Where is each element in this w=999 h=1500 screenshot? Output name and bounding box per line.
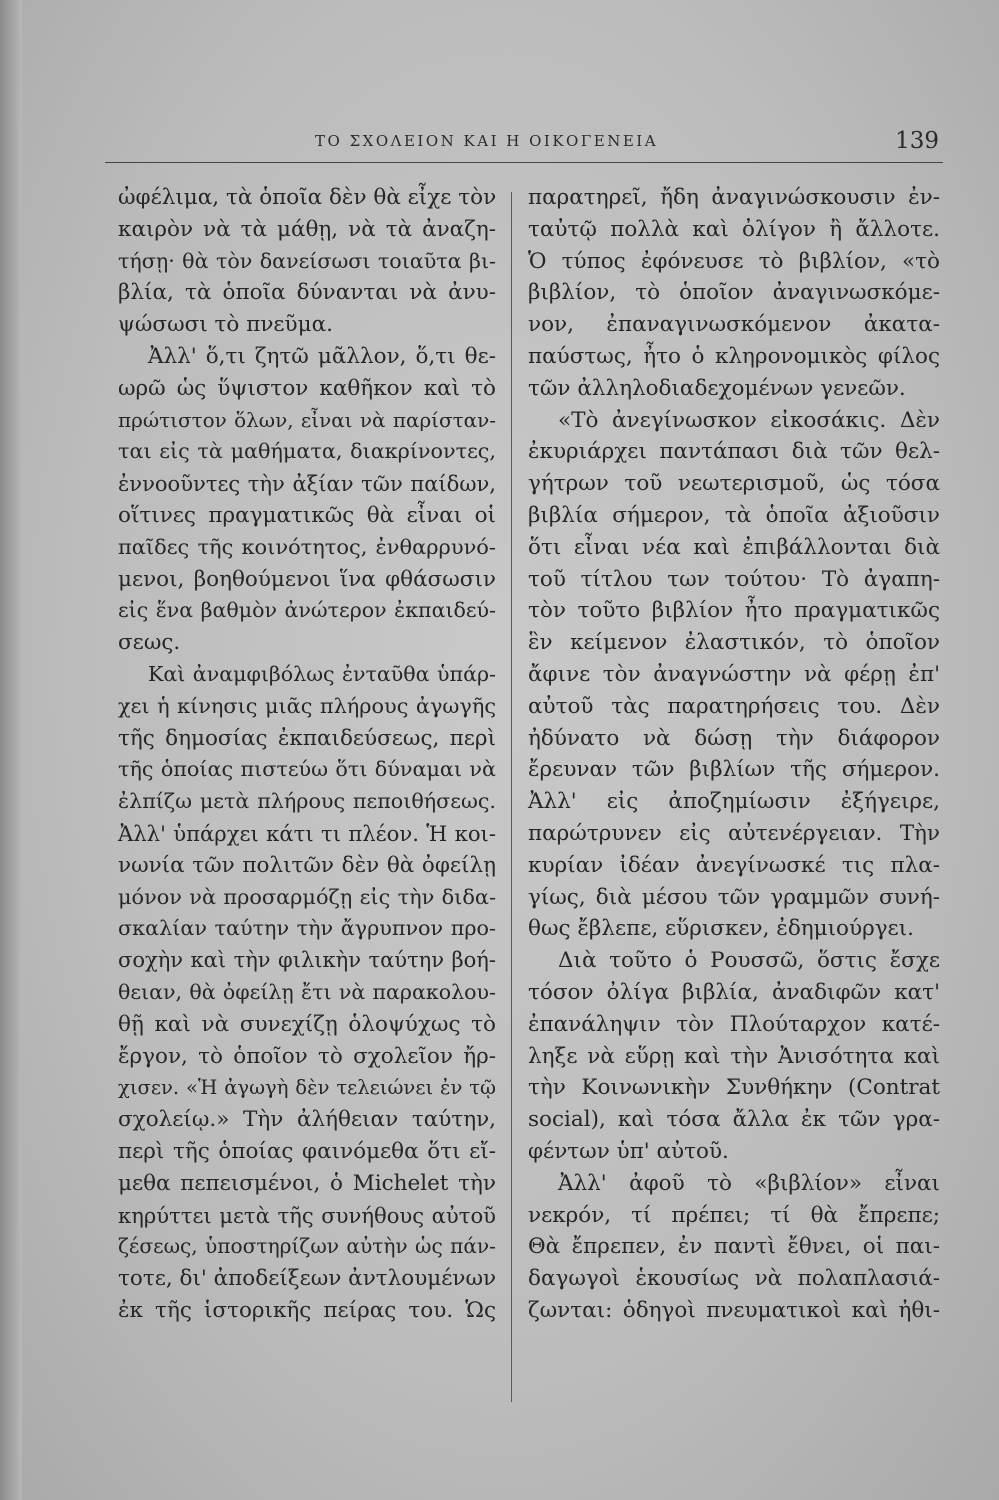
text-line: Ὁ τύπος ἐφόνευσε τὸ βιβλίον, «τὸ	[528, 248, 940, 274]
text-line: σχολείῳ.» Τὴν ἀλήθειαν ταύτην,	[118, 1107, 496, 1133]
text-line: ἠδύνατο νὰ δώσῃ τὴν διάφορον	[528, 725, 940, 751]
text-line: βιβλία σήμερον, τὰ ὁποῖα ἀξιοῦσιν	[528, 502, 940, 528]
text-line: γήτρων τοῦ νεωτερισμοῦ, ὡς τόσα	[528, 471, 940, 497]
text-line: ἐλπίζω μετὰ πλήρους πεποιθήσεως.	[118, 789, 496, 814]
text-line: Ἀλλ' ὅ,τι ζητῶ μᾶλλον, ὅ,τι θε-	[148, 343, 496, 369]
text-line: κυρίαν ἰδέαν ἀνεγίνωσκέ τις πλα-	[528, 852, 940, 878]
text-line: περὶ τῆς ὁποίας φαινόμεθα ὅτι εἴ-	[118, 1138, 496, 1164]
text-line: σεως.	[118, 630, 181, 656]
text-line: ωρῶ ὡς ὕψιστον καθῆκον καὶ τὸ	[118, 375, 496, 401]
text-line: οἵτινες πραγματικῶς θὰ εἶναι οἱ	[118, 502, 496, 528]
text-line: καιρὸν νὰ τὰ μάθῃ, νὰ τὰ ἀναζη-	[118, 216, 496, 242]
right-column	[528, 182, 940, 1327]
text-line: τὴν Κοινωνικὴν Συνθήκην (Contrat	[528, 1075, 940, 1101]
text-line: τῆς δημοσίας ἐκπαιδεύσεως, περὶ	[118, 725, 496, 751]
text-line: τοτε, δι' ἀποδείξεων ἀντλουμένων	[118, 1266, 497, 1292]
text-line: ἔρευναν τῶν βιβλίων τῆς σήμερον.	[528, 757, 940, 783]
left-column	[118, 182, 496, 1327]
text-line: ἔργον, τὸ ὁποῖον τὸ σχολεῖον ἤρ-	[118, 1043, 496, 1069]
text-line: παρατηρεῖ, ἤδη ἀναγινώσκουσιν ἐν-	[528, 185, 940, 210]
text-line: νον, ἐπαναγινωσκόμενον ἀκατα-	[528, 312, 940, 338]
text-line: βιβλίον, τὸ ὁποῖον ἀναγινωσκόμε-	[528, 280, 940, 306]
text-line: αὐτοῦ τὰς παρατηρήσεις του. Δὲν	[528, 693, 940, 719]
column-divider	[511, 192, 512, 1402]
text-line: μεθα πεπεισμένοι, ὁ Michelet τὴν	[118, 1170, 496, 1196]
text-line: ἐννοοῦντες τὴν ἀξίαν τῶν παίδων,	[118, 471, 496, 497]
text-line: social), καὶ τόσα ἄλλα ἐκ τῶν γρα-	[528, 1107, 940, 1133]
text-line: χισεν. «Ἡ ἀγωγὴ δὲν τελειώνει ἐν τῷ	[118, 1076, 496, 1100]
text-line: βλία, τὰ ὁποῖα δύνανται νὰ ἀνυ-	[118, 280, 496, 306]
text-line: ἐπανάληψιν τὸν Πλούταρχον κατέ-	[528, 1011, 940, 1037]
text-line: ἄφινε τὸν ἀναγνώστην νὰ φέρῃ ἐπ'	[528, 661, 940, 687]
text-line: γίως, διὰ μέσου τῶν γραμμῶν συνή-	[528, 884, 940, 910]
text-line: χει ἡ κίνησις μιᾶς πλήρους ἀγωγῆς	[118, 693, 496, 718]
text-line: ἐκυριάρχει παντάπασι διὰ τῶν θελ-	[528, 439, 940, 465]
text-line: ἓν κείμενον ἐλαστικόν, τὸ ὁποῖον	[528, 630, 940, 656]
text-line: ὅτι εἶναι νέα καὶ ἐπιβάλλονται διὰ	[528, 534, 940, 560]
header-rule	[105, 162, 943, 163]
text-line: Θὰ ἔπρεπεν, ἐν παντὶ ἔθνει, οἱ παι-	[528, 1234, 940, 1260]
text-line: τήσῃ· θὰ τὸν δανείσωσι τοιαῦτα βι-	[118, 248, 496, 273]
text-line: σκαλίαν ταύτην τὴν ἄγρυπνον προ-	[118, 916, 496, 941]
text-line: ζωνται: ὁδηγοὶ πνευματικοὶ καὶ ἠθι-	[528, 1297, 940, 1323]
text-line: παύστως, ἦτο ὁ κληρονομικὸς φίλος	[528, 343, 940, 369]
text-line: Ἀλλ' εἰς ἀποζημίωσιν ἐξήγειρε,	[528, 789, 940, 815]
text-line: ταὐτῷ πολλὰ καὶ ὀλίγον ἢ ἄλλοτε.	[528, 216, 940, 242]
text-line: θως ἔβλεπε, εὕρισκεν, ἐδημιούργει.	[528, 916, 914, 942]
text-line: θειαν, θὰ ὀφείλῃ ἔτι νὰ παρακολου-	[118, 979, 496, 1004]
text-line: Διὰ τοῦτο ὁ Ρουσσῶ, ὅστις ἔσχε	[558, 948, 940, 974]
text-line: ληξε νὰ εὕρῃ καὶ τὴν Ἀνισότητα καὶ	[528, 1043, 940, 1069]
text-line: ται εἰς τὰ μαθήματα, διακρίνοντες,	[118, 439, 496, 464]
page-edge-shadow	[0, 0, 22, 1500]
text-line: νεκρόν, τί πρέπει; τί θὰ ἔπρεπε;	[528, 1202, 940, 1228]
text-line: παῖδες τῆς κοινότητος, ἐνθαρρυνό-	[118, 534, 496, 559]
text-line: ὠφέλιμα, τὰ ὁποῖα δὲν θὰ εἶχε τὸν	[118, 185, 497, 210]
text-line: δαγωγοὶ ἑκουσίως νὰ πολαπλασιά-	[528, 1266, 940, 1292]
text-line: πρώτιστον ὅλων, εἶναι νὰ παρίσταν-	[118, 407, 496, 432]
text-line: θῇ καὶ νὰ συνεχίζῃ ὁλοψύχως τὸ	[118, 1011, 496, 1037]
text-line: Ἀλλ' ἀφοῦ τὸ «βιβλίον» εἶναι	[558, 1170, 940, 1196]
text-line: Ἀλλ' ὑπάρχει κάτι τι πλέον. Ἡ κοι-	[118, 820, 496, 846]
running-title: ΤΟ ΣΧΟΛΕΙΟΝ ΚΑΙ Η ΟΙΚΟΓΕΝΕΙΑ	[315, 132, 659, 150]
text-line: τοῦ τίτλου των τούτου· Τὸ ἀγαπη-	[528, 566, 940, 592]
text-line: νωνία τῶν πολιτῶν δὲν θὰ ὀφείλῃ	[118, 852, 496, 878]
text-line: παρώτρυνεν εἰς αὐτενέργειαν. Τὴν	[528, 820, 940, 846]
text-line: τῶν ἀλληλοδιαδεχομένων γενεῶν.	[528, 375, 906, 401]
running-header	[105, 128, 943, 162]
text-line: τὸν τοῦτο βιβλίον ἦτο πραγματικῶς	[528, 598, 940, 624]
text-line: ψώσωσι τὸ πνεῦμα.	[118, 312, 333, 338]
text-line: φέντων ὑπ' αὐτοῦ.	[528, 1138, 729, 1164]
text-line: τῆς ὁποίας πιστεύω ὅτι δύναμαι νὰ	[118, 757, 496, 782]
text-line: μόνον νὰ προσαρμόζῃ εἰς τὴν διδα-	[118, 884, 496, 909]
text-line: ἐκ τῆς ἱστορικῆς πείρας του. Ὡς	[118, 1297, 496, 1323]
text-line: σοχὴν καὶ τὴν φιλικὴν ταύτην βοή-	[118, 948, 496, 973]
text-line: εἰς ἕνα βαθμὸν ἀνώτερον ἐκπαιδεύ-	[118, 598, 496, 623]
text-line: κηρύττει μετὰ τῆς συνήθους αὐτοῦ	[118, 1202, 496, 1228]
text-line: «Τὸ ἀνεγίνωσκον εἰκοσάκις. Δὲν	[558, 407, 940, 433]
text-line: Καὶ ἀναμφιβόλως ἐνταῦθα ὑπάρ-	[148, 661, 496, 686]
text-line: ζέσεως, ὑποστηρίζων αὐτὴν ὡς πάν-	[118, 1234, 496, 1259]
text-line: μενοι, βοηθούμενοι ἵνα φθάσωσιν	[118, 566, 496, 592]
page-number: 139	[895, 128, 939, 154]
text-line: τόσον ὀλίγα βιβλία, ἀναδιφῶν κατ'	[528, 979, 940, 1005]
